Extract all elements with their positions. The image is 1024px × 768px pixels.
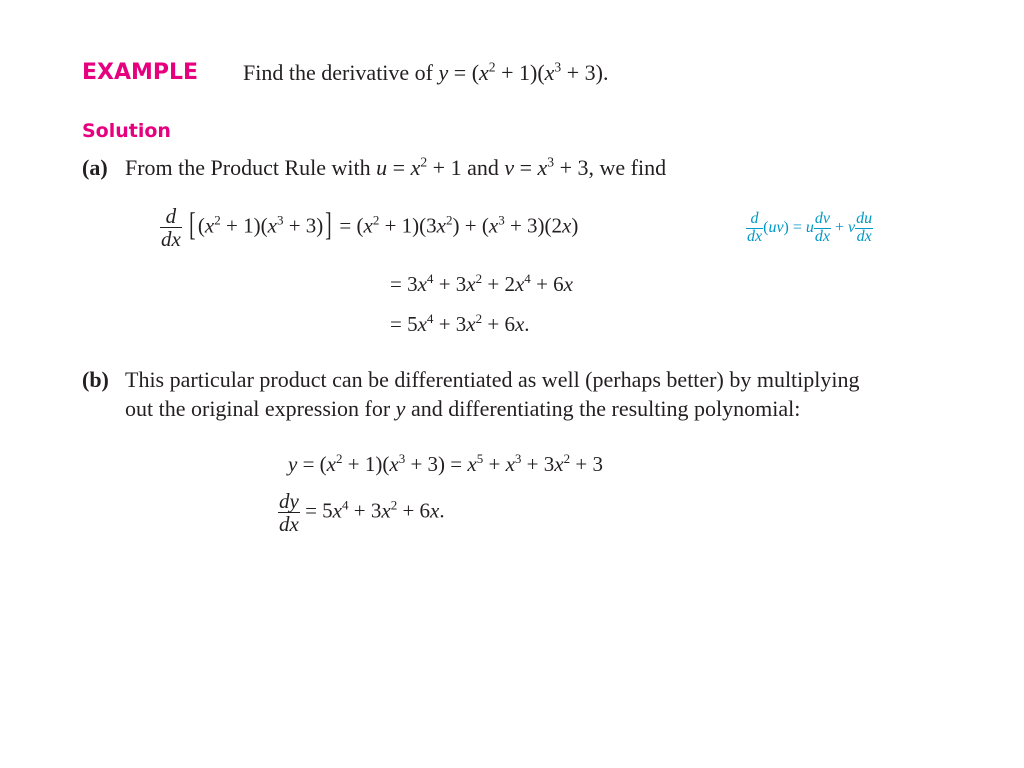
part-a-equation-line-1: $\frac{d}{dx}$ [ $(x^2 + 1)(x^3 + 3)] = (x^2 + 1)(3x^2) + (x^3 + 3)(2x)$ [161, 204, 579, 252]
part-a-text-prefix: From the Product Rule with [125, 155, 371, 180]
part-b-equation-1: $y = (x^2 + 1)(x^3 + 3) = x^5 + x^3 + 3x^2 + 3$ [288, 450, 603, 476]
part-a-text: From the Product Rule with $u = x^2 + 1$ and $v = x^3 + 3$, we find [125, 154, 667, 180]
part-a-label: (a) [82, 155, 108, 180]
problem-statement: Find the derivative of $y = (x^2 + 1)(x^3 + 3)$. [243, 59, 609, 85]
part-a-equation-line-3: = $5x^4 + 3x^2 + 6x$. [390, 310, 530, 336]
part-b-equation-2: $\frac{dy}{dx}$ = $5x^4 + 3x^2 + 6x$. [279, 489, 445, 537]
part-a-text-suffix: , we find [588, 155, 667, 180]
derivative-operator: $\frac{d}{dx}$ [161, 204, 181, 252]
problem-text: Find the derivative of [243, 60, 434, 85]
part-b-label: (b) [82, 367, 109, 392]
dy-dx-fraction: $\frac{dy}{dx}$ [279, 489, 299, 537]
example-label: EXAMPLE [82, 60, 199, 85]
part-b-line-1: This particular product can be differentiated as well (perhaps better) by multiplying [125, 367, 860, 392]
solution-label: Solution [82, 120, 171, 142]
product-rule-note: $\frac{d}{dx}$ (uv) = u $\frac{dv}{dx}$ + v $\frac{du}{dx}$ [747, 210, 873, 245]
part-a-equation-line-2: = $3x^4 + 3x^2 + 2x^4 + 6x$ [390, 270, 573, 296]
part-b-line-2: out the original expression for y and differentiating the resulting polynomial: [125, 396, 801, 421]
